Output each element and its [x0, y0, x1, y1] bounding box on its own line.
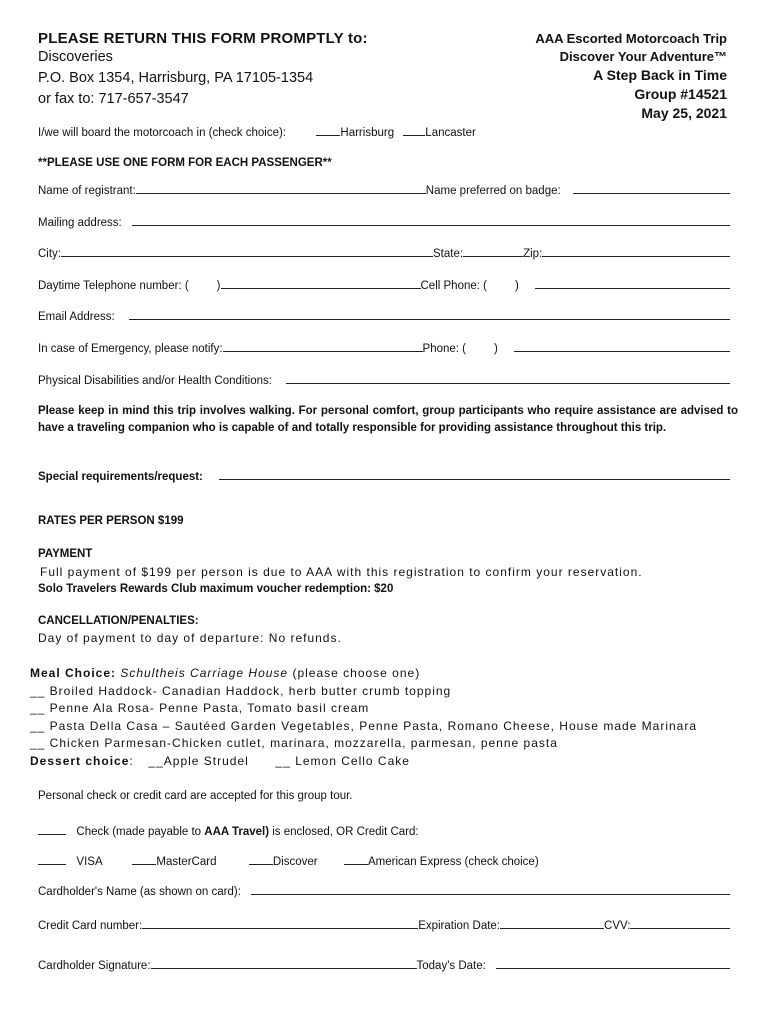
emergency-phone-field[interactable]: [514, 340, 730, 352]
trip-name: A Step Back in Time: [593, 67, 727, 83]
today-label: Today's Date:: [416, 960, 486, 972]
day-phone-paren: ): [216, 280, 221, 292]
payment-intro: Personal check or credit card are accepted for this group tour.: [38, 790, 353, 802]
walking-notice: Please keep in mind this trip involves walking. For personal comfort, group participants who require assistance are advised to have a traveling companion who is capable of and totally responsible for providing assistance throughout this trip.: [38, 405, 738, 434]
check-row: [38, 823, 419, 838]
phone-row: [38, 277, 730, 292]
cc-number-label: Credit Card number:: [38, 920, 143, 932]
meal-option[interactable]: __ Chicken Parmesan-Chicken cutlet, marinara, mozzarella, parmesan, penne pasta: [30, 736, 558, 750]
mailing-label: Mailing address:: [38, 217, 122, 229]
emergency-row: [38, 340, 730, 355]
payment-line: Full payment of $199 per person is due to AAA with this registration to confirm your reservation.: [40, 565, 643, 579]
check-checkbox[interactable]: [38, 823, 66, 835]
trip-type: AAA Escorted Motorcoach Trip: [535, 31, 727, 46]
amex-label: American Express (check choice): [368, 856, 539, 868]
emergency-phone-paren: ): [494, 343, 498, 355]
card-number-row: [38, 917, 730, 932]
discover-checkbox[interactable]: [249, 853, 273, 865]
cvv-label: CVV:: [604, 920, 631, 932]
cell-field[interactable]: [535, 277, 730, 289]
visa-label: VISA: [76, 856, 102, 868]
disabilities-row: [38, 372, 730, 387]
registrant-row: [38, 182, 730, 197]
cvv-field[interactable]: [630, 917, 730, 929]
day-phone-label: Daytime Telephone number: (: [38, 280, 189, 292]
trip-group: Group #14521: [634, 86, 727, 102]
return-address-block: [38, 30, 368, 110]
mailing-address: P.O. Box 1354, Harrisburg, PA 17105-1354: [38, 70, 314, 86]
cell-label: Cell Phone: (: [420, 280, 487, 292]
emergency-label: In case of Emergency, please notify:: [38, 343, 223, 355]
lancaster-checkbox[interactable]: [403, 124, 425, 136]
cancellation-line: Day of payment to day of departure: No refunds.: [38, 631, 342, 645]
city-label: City:: [38, 248, 61, 260]
registrant-label: Name of registrant:: [38, 185, 136, 197]
meal-option[interactable]: __ Penne Ala Rosa- Penne Pasta, Tomato basil cream: [30, 701, 370, 715]
check-label: Check (made payable to: [76, 826, 202, 838]
state-label: State:: [433, 248, 464, 260]
emergency-phone-label: Phone: (: [422, 343, 467, 355]
cc-number-field[interactable]: [142, 917, 418, 929]
check-post: is enclosed, OR Credit Card:: [272, 826, 419, 838]
signature-field[interactable]: [151, 957, 417, 969]
amex-checkbox[interactable]: [344, 853, 368, 865]
harrisburg-checkbox[interactable]: [316, 124, 340, 136]
one-form-notice: **PLEASE USE ONE FORM FOR EACH PASSENGER**: [38, 157, 332, 169]
zip-field[interactable]: [542, 245, 730, 257]
special-label: Special requirements/request:: [38, 471, 203, 483]
disabilities-field[interactable]: [286, 372, 730, 384]
harrisburg-label: Harrisburg: [340, 127, 395, 139]
dessert-colon: :: [129, 753, 134, 768]
board-label: I/we will board the motorcoach in (check choice):: [38, 127, 286, 139]
meal-note: (please choose one): [292, 666, 421, 680]
exp-label: Expiration Date:: [418, 920, 501, 932]
meal-label: Meal Choice:: [30, 666, 117, 680]
dessert-label: Dessert choice: [30, 753, 130, 768]
cardholder-label: Cardholder's Name (as shown on card):: [38, 886, 241, 898]
email-label: Email Address:: [38, 311, 115, 323]
city-row: [38, 245, 730, 260]
today-field[interactable]: [496, 957, 730, 969]
email-row: [38, 308, 730, 323]
mailing-row: [38, 214, 730, 229]
fax-number: or fax to: 717-657-3547: [38, 91, 189, 107]
voucher-line: Solo Travelers Rewards Club maximum voucher redemption: $20: [38, 583, 394, 595]
cancellation-heading: CANCELLATION/PENALTIES:: [38, 615, 199, 627]
lancaster-label: Lancaster: [425, 127, 476, 139]
day-phone-field[interactable]: [221, 277, 421, 289]
meal-venue: Schultheis Carriage House: [120, 666, 289, 680]
signature-label: Cardholder Signature:: [38, 960, 151, 972]
disabilities-label: Physical Disabilities and/or Health Conditions:: [38, 375, 272, 387]
zip-label: Zip:: [523, 248, 543, 260]
special-field[interactable]: [219, 468, 730, 480]
mastercard-label: MasterCard: [156, 856, 217, 868]
special-row: [38, 468, 730, 483]
payment-heading: PAYMENT: [38, 548, 93, 560]
exp-field[interactable]: [500, 917, 604, 929]
trip-date: May 25, 2021: [641, 105, 727, 121]
dessert-option-strudel[interactable]: __Apple Strudel: [148, 753, 249, 768]
discover-label: Discover: [272, 856, 318, 868]
mailing-field[interactable]: [132, 214, 730, 226]
badge-field[interactable]: [573, 182, 730, 194]
return-title: PLEASE RETURN THIS FORM PROMPTLY to:: [38, 30, 368, 47]
state-field[interactable]: [463, 245, 523, 257]
visa-checkbox[interactable]: [38, 853, 66, 865]
meal-block: [30, 665, 697, 770]
mastercard-checkbox[interactable]: [132, 853, 156, 865]
emergency-field[interactable]: [223, 340, 423, 352]
email-field[interactable]: [129, 308, 730, 320]
trip-tagline: Discover Your Adventure™: [559, 49, 727, 64]
card-type-row: [38, 853, 539, 868]
dessert-option-lemon[interactable]: __ Lemon Cello Cake: [275, 753, 410, 768]
city-field[interactable]: [61, 245, 433, 257]
badge-label: Name preferred on badge:: [425, 185, 561, 197]
rates: RATES PER PERSON $199: [38, 515, 184, 527]
cell-paren: ): [514, 280, 519, 292]
registrant-field[interactable]: [136, 182, 426, 194]
cardholder-row: [38, 883, 730, 898]
cardholder-field[interactable]: [251, 883, 730, 895]
meal-option[interactable]: __ Broiled Haddock- Canadian Haddock, herb butter crumb topping: [30, 683, 452, 698]
org-name: Discoveries: [38, 49, 113, 65]
check-payee: AAA Travel): [204, 826, 270, 838]
trip-info-block: [535, 30, 727, 123]
signature-row: [38, 957, 730, 972]
board-choice-row: [38, 124, 476, 139]
meal-option[interactable]: __ Pasta Della Casa – Sautéed Garden Vegetables, Penne Pasta, Romano Cheese, House made Marinara: [30, 718, 698, 733]
